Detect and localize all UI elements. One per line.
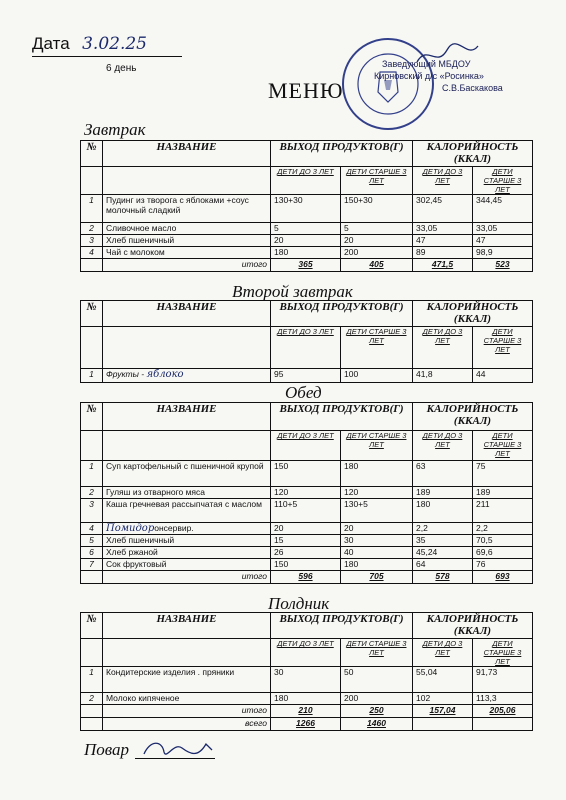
col-over3: ДЕТИ СТАРШЕ 3 ЛЕТ xyxy=(473,639,533,667)
col-under3: ДЕТИ ДО 3 ЛЕТ xyxy=(271,639,341,667)
col-over3: ДЕТИ СТАРШЕ 3 ЛЕТ xyxy=(473,327,533,369)
page-title: МЕНЮ xyxy=(268,78,344,103)
table-row: 2 Сливочное масло 5 5 33,05 33,05 xyxy=(81,223,533,235)
col-num: № xyxy=(81,403,103,431)
total-row: итого 596 705 578 693 xyxy=(81,571,533,584)
col-under3: ДЕТИ ДО 3 ЛЕТ xyxy=(413,639,473,667)
date-line xyxy=(32,34,182,57)
approval-line-1: Заведующий МБДОУ xyxy=(382,59,471,69)
table-row: 4 Чай с молоком 180 200 89 98,9 xyxy=(81,247,533,259)
col-output: ВЫХОД ПРОДУКТОВ(Г) xyxy=(271,141,413,167)
col-output: ВЫХОД ПРОДУКТОВ(Г) xyxy=(271,613,413,639)
col-over3: ДЕТИ СТАРШЕ 3 ЛЕТ xyxy=(341,167,413,195)
section-title-breakfast: Завтрак xyxy=(84,120,146,139)
col-under3: ДЕТИ ДО 3 ЛЕТ xyxy=(271,327,341,369)
total-label: итого xyxy=(103,705,271,718)
date-label: Дата xyxy=(32,34,70,53)
col-under3: ДЕТИ ДО 3 ЛЕТ xyxy=(271,167,341,195)
col-name: НАЗВАНИЕ xyxy=(103,141,271,167)
table-snack xyxy=(80,612,533,731)
col-calories: КАЛОРИЙНОСТЬ (ККАЛ) xyxy=(413,141,533,167)
col-calories: КАЛОРИЙНОСТЬ (ККАЛ) xyxy=(413,403,533,431)
date-value: 3.02.25 xyxy=(82,34,147,54)
table-breakfast xyxy=(80,140,533,272)
approval-line-3: С.В.Баскакова xyxy=(442,83,503,93)
col-over3: ДЕТИ СТАРШЕ 3 ЛЕТ xyxy=(341,327,413,369)
col-name: НАЗВАНИЕ xyxy=(103,613,271,639)
col-num: № xyxy=(81,141,103,167)
col-name: НАЗВАНИЕ xyxy=(103,403,271,431)
table-row: 1 Кондитерские изделия . пряники 30 50 55,04 91,73 xyxy=(81,667,533,693)
cook-signature xyxy=(140,736,220,762)
col-output: ВЫХОД ПРОДУКТОВ(Г) xyxy=(271,403,413,431)
col-over3: ДЕТИ СТАРШЕ 3 ЛЕТ xyxy=(473,431,533,461)
col-num: № xyxy=(81,613,103,639)
col-under3: ДЕТИ ДО 3 ЛЕТ xyxy=(413,431,473,461)
col-num: № xyxy=(81,301,103,327)
table-second-breakfast xyxy=(80,300,533,383)
signature-approval xyxy=(412,40,482,70)
col-over3: ДЕТИ СТАРШЕ 3 ЛЕТ xyxy=(473,167,533,195)
grand-total-label: всего xyxy=(103,718,271,731)
col-over3: ДЕТИ СТАРШЕ 3 ЛЕТ xyxy=(341,431,413,461)
table-row: 1 Пудинг из творога с яблоками +соус молочный сладкий 130+30 150+30 302,45 344,45 xyxy=(81,195,533,223)
cook-label: Повар xyxy=(84,740,130,759)
table-row: 1 Суп картофельный с пшеничной крупой 150 180 63 75 xyxy=(81,461,533,487)
table-lunch xyxy=(80,402,533,584)
col-name: НАЗВАНИЕ xyxy=(103,301,271,327)
section-title-snack: Полдник xyxy=(268,594,330,613)
total-label: итого xyxy=(103,571,271,584)
section-title-lunch: Обед xyxy=(285,383,322,402)
col-output: ВЫХОД ПРОДУКТОВ(Г) xyxy=(271,301,413,327)
day-label: 6 день xyxy=(106,63,137,74)
col-under3: ДЕТИ ДО 3 ЛЕТ xyxy=(271,431,341,461)
section-title-second-breakfast: Второй завтрак xyxy=(232,282,353,301)
table-row: 2 Молоко кипяченое 180 200 102 113,3 xyxy=(81,693,533,705)
col-calories: КАЛОРИЙНОСТЬ (ККАЛ) xyxy=(413,613,533,639)
col-under3: ДЕТИ ДО 3 ЛЕТ xyxy=(413,327,473,369)
handwritten-fruit: яблоко xyxy=(146,369,184,380)
table-row: 7 Сок фруктовый 150 180 64 76 xyxy=(81,559,533,571)
table-row: 1 Фрукты - яблоко 95 100 41,8 44 xyxy=(81,369,533,383)
col-over3: ДЕТИ СТАРШЕ 3 ЛЕТ xyxy=(341,639,413,667)
total-row: итого 210 250 157,04 205,06 xyxy=(81,705,533,718)
table-row: 2 Гуляш из отварного мяса 120 120 189 189 xyxy=(81,487,533,499)
handwritten-tomato: Помидор xyxy=(106,523,155,534)
table-row: 4 Помидоронсервир. 20 20 2,2 2,2 xyxy=(81,523,533,535)
col-calories: КАЛОРИЙНОСТЬ (ККАЛ) xyxy=(413,301,533,327)
table-row: 6 Хлеб ржаной 26 40 45,24 69,6 xyxy=(81,547,533,559)
total-row: итого 365 405 471,5 523 xyxy=(81,259,533,272)
table-row: 5 Хлеб пшеничный 15 30 35 70,5 xyxy=(81,535,533,547)
table-row: 3 Каша гречневая рассыпчатая с маслом 110+5 130+5 180 211 xyxy=(81,499,533,523)
approval-line-2: Кирновский д/с «Росинка» xyxy=(374,71,484,81)
total-label: итого xyxy=(103,259,271,272)
col-under3: ДЕТИ ДО 3 ЛЕТ xyxy=(413,167,473,195)
grand-total-row: всего 1266 1460 xyxy=(81,718,533,731)
table-row: 3 Хлеб пшеничный 20 20 47 47 xyxy=(81,235,533,247)
